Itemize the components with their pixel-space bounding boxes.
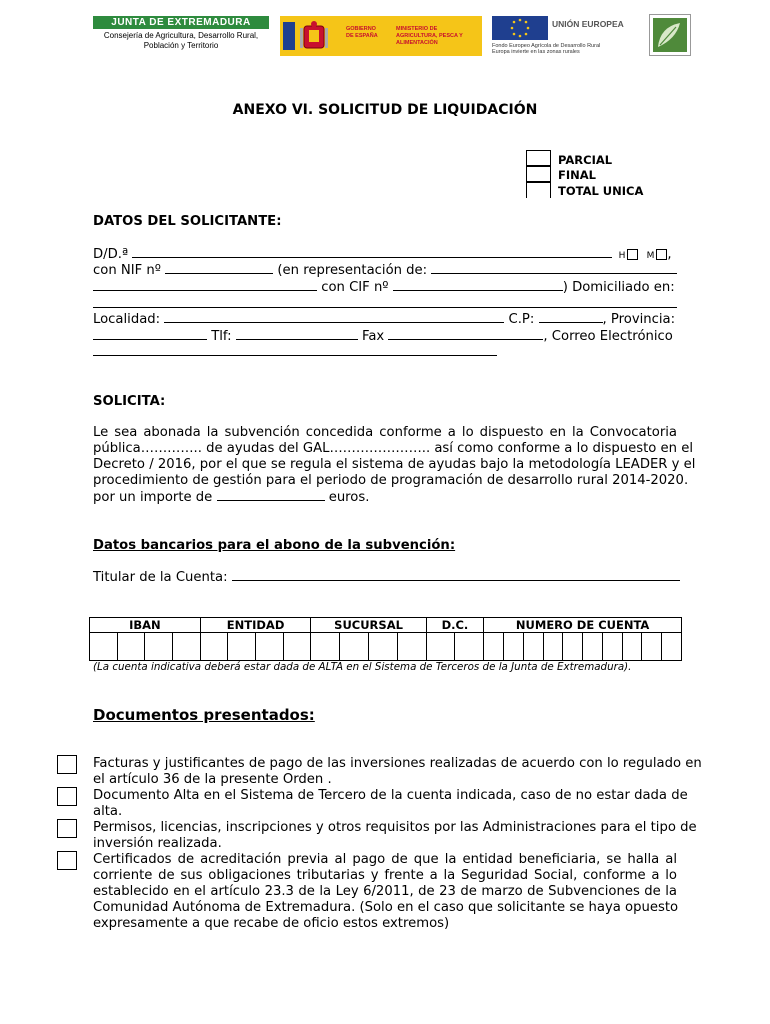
doc-certificados-line-5: expresamente a que recabe de oficio estos extremos) <box>93 916 450 931</box>
junta-logo-line2: Población y Territorio <box>143 41 219 50</box>
tlf-field[interactable] <box>236 328 358 340</box>
solicita-text <box>93 425 696 506</box>
localidad-field[interactable] <box>164 311 504 323</box>
page-title: ANEXO VI. SOLICITUD DE LIQUIDACIÓN <box>232 102 538 118</box>
leader-leaf-icon <box>650 15 690 55</box>
doc-item-permisos <box>93 820 697 852</box>
titular-line <box>93 569 680 586</box>
cuenta-digit-cell[interactable] <box>583 633 603 661</box>
doc-item-alta <box>93 788 688 820</box>
m-checkbox[interactable] <box>656 249 667 260</box>
dc-digit-cell[interactable] <box>426 633 455 661</box>
importe-label: por un importe de <box>93 490 213 505</box>
cuenta-digit-cell[interactable] <box>484 633 504 661</box>
doc-certificados-line-2: corriente de sus obligaciones tributarias y frente a la Seguridad Social, conforme a lo <box>93 868 677 883</box>
representado-name-field[interactable] <box>93 279 317 291</box>
doc-item-certificados <box>93 852 677 932</box>
doc-certificados-line-1: Certificados de acreditación previa al pago de que la entidad beneficiaria, se halla al <box>93 852 677 867</box>
entidad-digit-cell[interactable] <box>256 633 284 661</box>
cuenta-digit-cell[interactable] <box>642 633 662 661</box>
solicitante-heading: DATOS DEL SOLICITANTE: <box>93 214 282 229</box>
total-unica-checkbox[interactable] <box>526 182 551 198</box>
domiciliado-label: ) Domiciliado en: <box>562 280 675 295</box>
entidad-digit-cell[interactable] <box>200 633 228 661</box>
cif-label: con CIF nº <box>321 280 389 295</box>
provincia-label: , Provincia: <box>602 312 676 327</box>
nif-label: con NIF nº <box>93 263 161 278</box>
fax-field[interactable] <box>388 328 543 340</box>
h-label: H <box>618 251 626 261</box>
parcial-checkbox[interactable] <box>526 150 551 166</box>
iban-digit-cell[interactable] <box>173 633 201 661</box>
iban-digit-cell[interactable] <box>145 633 173 661</box>
cp-label: C.P: <box>508 312 535 327</box>
iban-digit-cell[interactable] <box>117 633 145 661</box>
eu-flag-small-icon <box>283 22 295 50</box>
doc-certificados-line-3: establecido en el artículo 23.3 de la Ley 6/2011, de 23 de marzo de Subvenciones de la <box>93 884 677 899</box>
provincia-field[interactable] <box>93 328 207 340</box>
solicita-line-5 <box>93 489 677 506</box>
bank-header-row <box>90 618 682 633</box>
eu-flag-icon <box>492 16 548 40</box>
localidad-label: Localidad: <box>93 312 161 327</box>
cif-line <box>93 279 675 296</box>
bank-account-table <box>89 617 682 661</box>
euros-label: euros. <box>328 490 370 505</box>
sucursal-digit-cell[interactable] <box>369 633 398 661</box>
ministerio-text: MINISTERIO DE AGRICULTURA, PESCA Y ALIMENTACIÓN <box>396 26 463 46</box>
sucursal-header: SUCURSAL <box>311 618 426 633</box>
titular-label: Titular de la Cuenta: <box>93 570 228 585</box>
entidad-digit-cell[interactable] <box>228 633 256 661</box>
iban-digit-cell[interactable] <box>90 633 118 661</box>
cif-field[interactable] <box>393 279 563 291</box>
doc-certificados-checkbox[interactable] <box>57 851 77 870</box>
sucursal-digit-cell[interactable] <box>340 633 369 661</box>
dd-label: D/D.ª <box>93 247 129 262</box>
entidad-digit-cell[interactable] <box>283 633 311 661</box>
doc-permisos-checkbox[interactable] <box>57 819 77 838</box>
cuenta-digit-cell[interactable] <box>662 633 682 661</box>
tlf-line <box>93 328 673 345</box>
doc-alta-checkbox[interactable] <box>57 787 77 806</box>
union-europea-logo <box>492 16 636 56</box>
documentos-heading: Documentos presentados: <box>93 706 315 724</box>
cuenta-digit-cell[interactable] <box>504 633 524 661</box>
doc-facturas-checkbox[interactable] <box>57 755 77 774</box>
doc-alta-line-2: alta. <box>93 804 123 819</box>
sucursal-digit-cell[interactable] <box>311 633 340 661</box>
dd-comma: , <box>667 247 672 262</box>
iban-header: IBAN <box>90 618 201 633</box>
cuenta-digit-cell[interactable] <box>523 633 543 661</box>
representacion-label: (en representación de: <box>277 263 428 278</box>
spain-coat-of-arms-icon <box>300 20 328 52</box>
sucursal-digit-cell[interactable] <box>397 633 426 661</box>
bank-input-row <box>90 633 682 661</box>
ue-title: UNIÓN EUROPEA <box>552 19 624 29</box>
tlf-label: Tlf: <box>211 329 232 344</box>
solicita-line-4: procedimiento de gestión para el periodo de programación de desarrollo rural 2014-2020. <box>93 473 689 488</box>
gobierno-espana-logo <box>280 16 482 56</box>
junta-extremadura-logo <box>93 16 269 56</box>
nif-field[interactable] <box>165 262 273 274</box>
ue-line1: Fondo Europeo Agrícola de Desarrollo Rural <box>492 43 601 49</box>
doc-permisos-line-2: inversión realizada. <box>93 836 222 851</box>
dd-name-field[interactable] <box>132 246 612 258</box>
junta-logo-line1: Consejería de Agricultura, Desarrollo Rural, <box>103 31 259 40</box>
h-checkbox[interactable] <box>627 249 638 260</box>
titular-field[interactable] <box>232 569 680 581</box>
representacion-field[interactable] <box>431 262 677 274</box>
localidad-line <box>93 311 675 328</box>
doc-facturas-line-1: Facturas y justificantes de pago de las inversiones realizadas de acuerdo con lo regulado en <box>93 756 702 771</box>
solicita-line-3: Decreto / 2016, por el que se regula el sistema de ayudas bajo la metodología LEADER y el <box>93 457 696 472</box>
correo-label: , Correo Electrónico <box>543 329 673 344</box>
option-total-unica-label: TOTAL UNICA <box>558 184 644 198</box>
cuenta-digit-cell[interactable] <box>602 633 622 661</box>
doc-facturas-line-2: el artículo 36 de la presente Orden . <box>93 772 332 787</box>
gobierno-text: GOBIERNO DE ESPAÑA <box>346 26 378 39</box>
cuenta-digit-cell[interactable] <box>563 633 583 661</box>
entidad-header: ENTIDAD <box>200 618 311 633</box>
doc-alta-line-1: Documento Alta en el Sistema de Tercero de la cuenta indicada, caso de no estar dada de <box>93 788 688 803</box>
solicita-line-2: pública………….. de ayudas del GAL………………….. así como conforme a lo dispuesto en el <box>93 441 693 456</box>
fax-label: Fax <box>361 329 385 344</box>
bank-note: (La cuenta indicativa deberá estar dada de ALTA en el Sistema de Terceros de la Junta de Extremadura). <box>93 661 632 673</box>
ue-line2: Europa invierte en las zonas rurales <box>492 49 580 55</box>
cp-field[interactable] <box>539 311 603 323</box>
solicita-line-1: Le sea abonada la subvención concedida conforme a lo dispuesto en la Convocatoria <box>93 425 677 440</box>
m-label: M <box>646 251 655 261</box>
doc-item-facturas <box>93 756 702 788</box>
bancarios-heading: Datos bancarios para el abono de la subvención: <box>93 538 456 553</box>
dc-header: D.C. <box>426 618 484 633</box>
cuenta-digit-cell[interactable] <box>543 633 563 661</box>
solicita-heading: SOLICITA: <box>93 394 166 409</box>
correo-field[interactable] <box>93 355 497 356</box>
doc-permisos-line-1: Permisos, licencias, inscripciones y otros requisitos por las Administraciones para el tipo de <box>93 820 697 835</box>
option-final-label: FINAL <box>558 168 596 182</box>
cuenta-digit-cell[interactable] <box>622 633 642 661</box>
leader-logo <box>649 14 691 56</box>
importe-field[interactable] <box>217 489 325 501</box>
dc-digit-cell[interactable] <box>455 633 484 661</box>
doc-certificados-line-4: Comunidad Autónoma de Extremadura. (Solo en el caso que solicitante se haya opuesto <box>93 900 679 915</box>
nif-line <box>93 262 677 279</box>
option-parcial-label: PARCIAL <box>558 153 613 167</box>
junta-logo-title: JUNTA DE EXTREMADURA <box>93 16 269 29</box>
numero-cuenta-header: NUMERO DE CUENTA <box>484 618 682 633</box>
domicilio-field[interactable] <box>93 307 677 308</box>
final-checkbox[interactable] <box>526 166 551 182</box>
